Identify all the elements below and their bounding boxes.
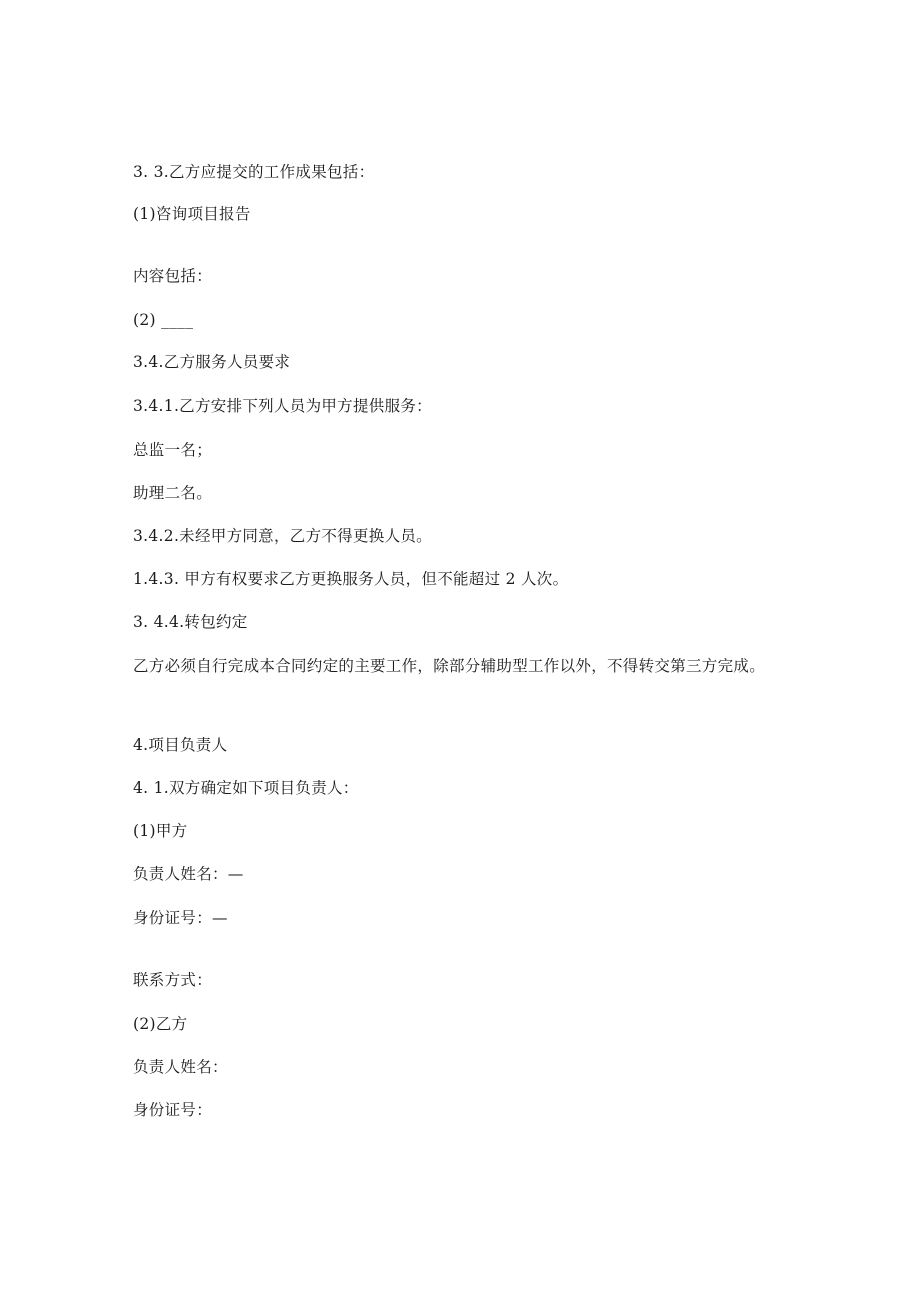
clause-4-1: 4. 1.双方确定如下项目负责人： — [133, 779, 359, 797]
assistant-count: 助理二名。 — [133, 484, 213, 502]
party-a-id-field: 身份证号：— — [133, 909, 228, 927]
content-includes-label: 内容包括： — [133, 267, 213, 285]
item-1-consulting-report: (1)咨询项目报告 — [133, 205, 251, 223]
clause-3-4-2: 3.4.2.未经甲方同意，乙方不得更换人员。 — [133, 527, 432, 545]
clause-3-4-1: 3.4.1.乙方安排下列人员为甲方提供服务： — [133, 397, 432, 415]
party-a-name-field: 负责人姓名：— — [133, 865, 244, 883]
director-count: 总监一名； — [133, 441, 213, 459]
contact-field: 联系方式： — [133, 971, 213, 989]
item-2-blank: (2) ____ — [133, 311, 194, 329]
clause-3-3-heading: 3. 3.乙方应提交的工作成果包括： — [133, 163, 375, 181]
clause-3-4-heading: 3.4.乙方服务人员要求 — [133, 353, 291, 371]
clause-1-4-3: 1.4.3. 甲方有权要求乙方更换服务人员，但不能超过 2 人次。 — [133, 570, 569, 588]
party-b-name-field: 负责人姓名： — [133, 1058, 228, 1076]
party-b-id-field: 身份证号： — [133, 1101, 213, 1119]
party-a-label: (1)甲方 — [133, 822, 188, 840]
party-b-label: (2)乙方 — [133, 1015, 188, 1033]
clause-4-heading: 4.项目负责人 — [133, 736, 228, 754]
clause-3-4-4-heading: 3. 4.4.转包约定 — [133, 613, 248, 631]
subcontract-paragraph: 乙方必须自行完成本合同约定的主要工作，除部分辅助型工作以外，不得转交第三方完成。 — [133, 657, 766, 675]
